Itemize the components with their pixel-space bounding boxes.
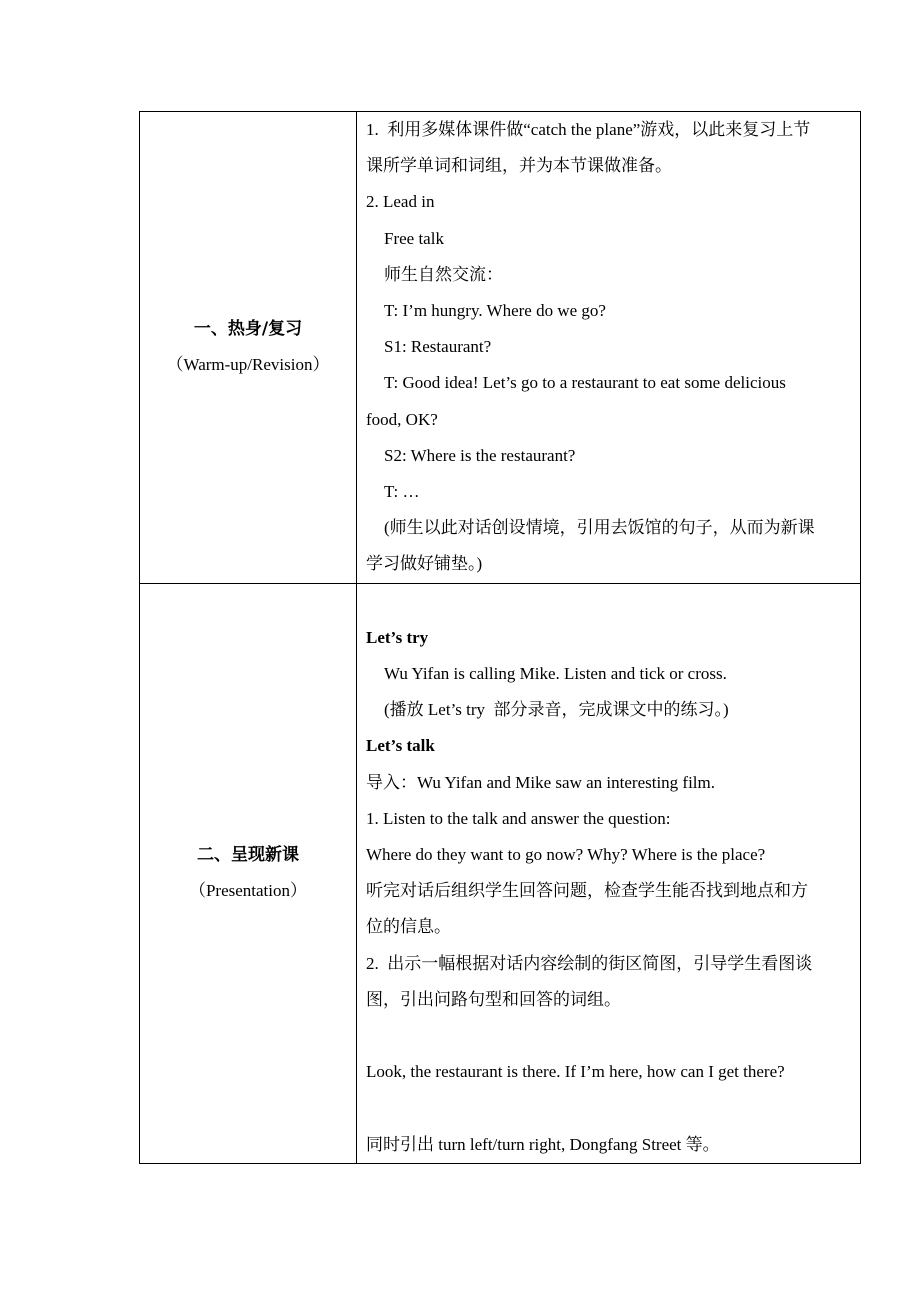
content-line: S2: Where is the restaurant? (384, 445, 576, 465)
content-line: Free talk (384, 228, 444, 248)
content-line: food, OK? (366, 409, 438, 429)
table-row-presentation (140, 583, 861, 1163)
content-line: 师生自然交流： (384, 264, 503, 284)
content-line: S1: Restaurant? (384, 337, 492, 357)
content-line: 2. Lead in (366, 192, 435, 212)
content-line: 课所学单词和词组，并为本节课做准备。 (366, 156, 672, 176)
content-line: Look, the restaurant is there. If I’m here, how can I get there? (366, 1062, 785, 1082)
content-cell-presentation (357, 583, 861, 1163)
blank-line (366, 1090, 860, 1126)
content-line: 听完对话后组织学生回答问题，检查学生能否找到地点和方 (366, 881, 808, 901)
content-line: (播放 Let’s try 部分录音，完成课文中的练习。) (384, 700, 729, 720)
content-line: 学习做好铺垫。) (366, 554, 483, 574)
table-row-warmup (140, 112, 861, 584)
content-line: T: Good idea! Let’s go to a restaurant to eat some delicious (384, 373, 786, 393)
content-line: Wu Yifan is calling Mike. Listen and tick or cross. (384, 664, 727, 684)
content-line: 1. Listen to the talk and answer the question: (366, 808, 671, 828)
stage-title: 一、热身/复习 (193, 319, 303, 340)
stage-cell-warmup (140, 112, 357, 584)
blank-line (366, 584, 860, 620)
content-line: 导入：Wu Yifan and Mike saw an interesting film. (366, 772, 716, 792)
content-cell-warmup (357, 112, 861, 584)
content-line: (师生以此对话创设情境，引用去饭馆的句子，从而为新课 (384, 518, 815, 538)
stage-cell-presentation (140, 583, 357, 1163)
content-line: 图，引出问路句型和回答的词组。 (366, 989, 621, 1009)
section-heading: Let’s talk (366, 736, 435, 756)
section-heading: Let’s try (366, 627, 429, 647)
content-line: 2. 出示一幅根据对话内容绘制的街区简图，引导学生看图谈 (366, 953, 813, 973)
lesson-plan-table (139, 111, 861, 1164)
content-line: 同时引出 turn left/turn right, Dongfang Street 等。 (366, 1134, 720, 1154)
content-line: T: … (384, 482, 420, 502)
stage-title: 二、呈现新课 (197, 845, 299, 866)
stage-subtitle: （Warm-up/Revision） (166, 355, 330, 375)
content-line: 位的信息。 (366, 917, 451, 937)
blank-line (366, 1018, 860, 1054)
content-line: 1. 利用多媒体课件做“catch the plane”游戏，以此来复习上节 (366, 120, 811, 139)
stage-subtitle: （Presentation） (188, 881, 308, 901)
content-line: T: I’m hungry. Where do we go? (384, 301, 606, 321)
content-line: Where do they want to go now? Why? Where is the place? (366, 845, 766, 865)
